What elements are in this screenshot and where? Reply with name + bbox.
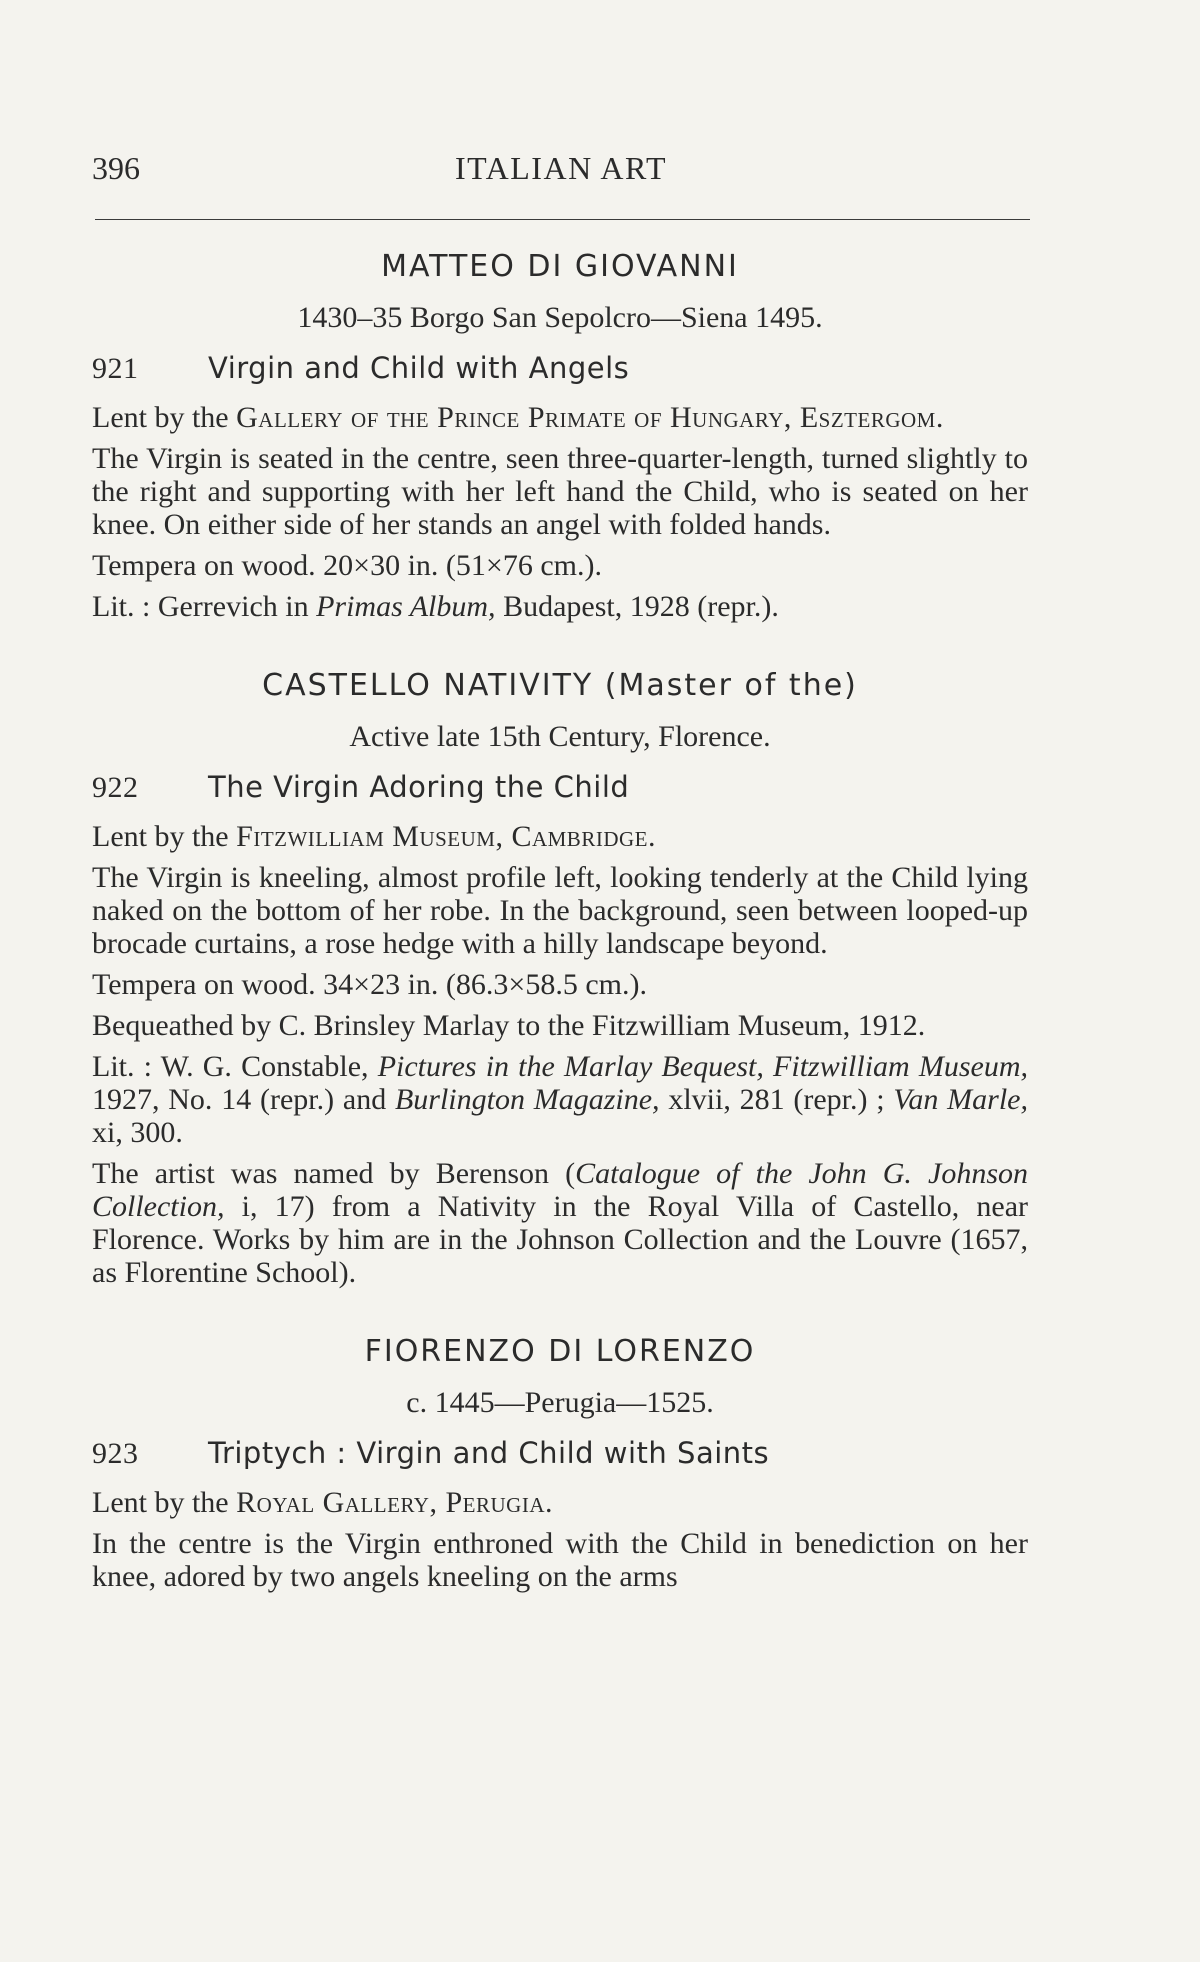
provenance: Bequeathed by C. Brinsley Marlay to the Fitzwilliam Museum, 1912.	[92, 1009, 926, 1042]
entry-number: 923	[92, 1437, 139, 1470]
lit-suffix: xi, 300.	[92, 1116, 183, 1149]
entry-title: Virgin and Child with Angels	[208, 351, 630, 385]
artist-name: MATTEO DI GIOVANNI	[381, 249, 739, 284]
entry-heading	[92, 350, 1028, 387]
artist-dates: c. 1445—Perugia—1525.	[406, 1386, 714, 1419]
entry-heading	[92, 1435, 1028, 1472]
artist-name: CASTELLO NATIVITY (Master of the)	[262, 668, 858, 703]
note-title: Catalogue of the John G. Johnson Collection,	[92, 1157, 1028, 1223]
literature	[92, 1050, 1028, 1149]
catalogue-section-fiorenzo	[92, 1333, 1028, 1593]
catalogue-section-castello	[92, 667, 1028, 1289]
lender-line	[92, 820, 1028, 853]
artist-dates: 1430–35 Borgo San Sepolcro—Siena 1495.	[297, 301, 823, 334]
artist-dates: Active late 15th Century, Florence.	[349, 720, 771, 753]
lent-prefix: Lent by the	[92, 1486, 237, 1519]
lit-title: Pictures in the Marlay Bequest, Fitzwilliam Museum,	[377, 1050, 1028, 1083]
lit-mid: 1927, No. 14 (repr.) and	[92, 1083, 395, 1116]
header-rule	[95, 219, 1030, 220]
attribution-note	[92, 1157, 1028, 1289]
artist-name: FIORENZO DI LORENZO	[364, 1334, 756, 1369]
description: In the centre is the Virgin enthroned with the Child in benediction on her knee, adored by two angels kneeling on the arms	[92, 1527, 1028, 1593]
entry-title: Triptych : Virgin and Child with Saints	[208, 1436, 770, 1470]
lit-prefix: Lit. : W. G. Constable,	[92, 1050, 378, 1083]
running-title: ITALIAN ART	[455, 150, 667, 186]
catalogue-section-matteo	[92, 248, 1028, 623]
lender-line	[92, 1486, 1028, 1519]
note-prefix: The artist was named by Berenson (	[92, 1157, 576, 1190]
lit-title: Primas Album,	[316, 590, 496, 623]
lit-title-2: Burlington Magazine,	[394, 1083, 660, 1116]
page-number: 396	[92, 150, 140, 186]
lent-prefix: Lent by the	[92, 401, 237, 434]
lit-prefix: Lit. : Gerrevich in	[92, 590, 317, 623]
lender-name: Gallery of the Prince Primate of Hungary, Esztergom.	[236, 401, 944, 434]
entry-heading	[92, 769, 1028, 806]
page-header	[92, 150, 1030, 196]
lender-name: Royal Gallery, Perugia.	[236, 1486, 553, 1519]
description: The Virgin is kneeling, almost profile left, looking tenderly at the Child lying naked on the bottom of her robe. In the background, seen between looped-up brocade curtains, a rose hedge with a hilly landscape beyond.	[92, 861, 1028, 960]
medium-dimensions: Tempera on wood. 20×30 in. (51×76 cm.).	[92, 549, 602, 582]
note-suffix: i, 17) from a Nativity in the Royal Villa of Castello, near Florence. Works by him are in the Johnson Collection and the Louvre (1657, as Florentine School).	[92, 1190, 1028, 1289]
lit-suffix: Budapest, 1928 (repr.).	[495, 590, 779, 623]
entry-number: 921	[92, 352, 139, 385]
medium-dimensions: Tempera on wood. 34×23 in. (86.3×58.5 cm.).	[92, 968, 647, 1001]
lent-prefix: Lent by the	[92, 820, 237, 853]
lit-mid-2: xlvii, 281 (repr.) ;	[659, 1083, 894, 1116]
entry-title: The Virgin Adoring the Child	[208, 770, 630, 804]
entry-number: 922	[92, 771, 139, 804]
lender-name: Fitzwilliam Museum, Cambridge.	[236, 820, 656, 853]
literature	[92, 590, 1028, 623]
description: The Virgin is seated in the centre, seen three-quarter-length, turned slightly to the right and supporting with her left hand the Child, who is seated on her knee. On either side of her stands an angel with folded hands.	[92, 442, 1028, 541]
lit-title-3: Van Marle,	[893, 1083, 1028, 1116]
lender-line	[92, 401, 1028, 434]
page-content	[92, 248, 1028, 1637]
